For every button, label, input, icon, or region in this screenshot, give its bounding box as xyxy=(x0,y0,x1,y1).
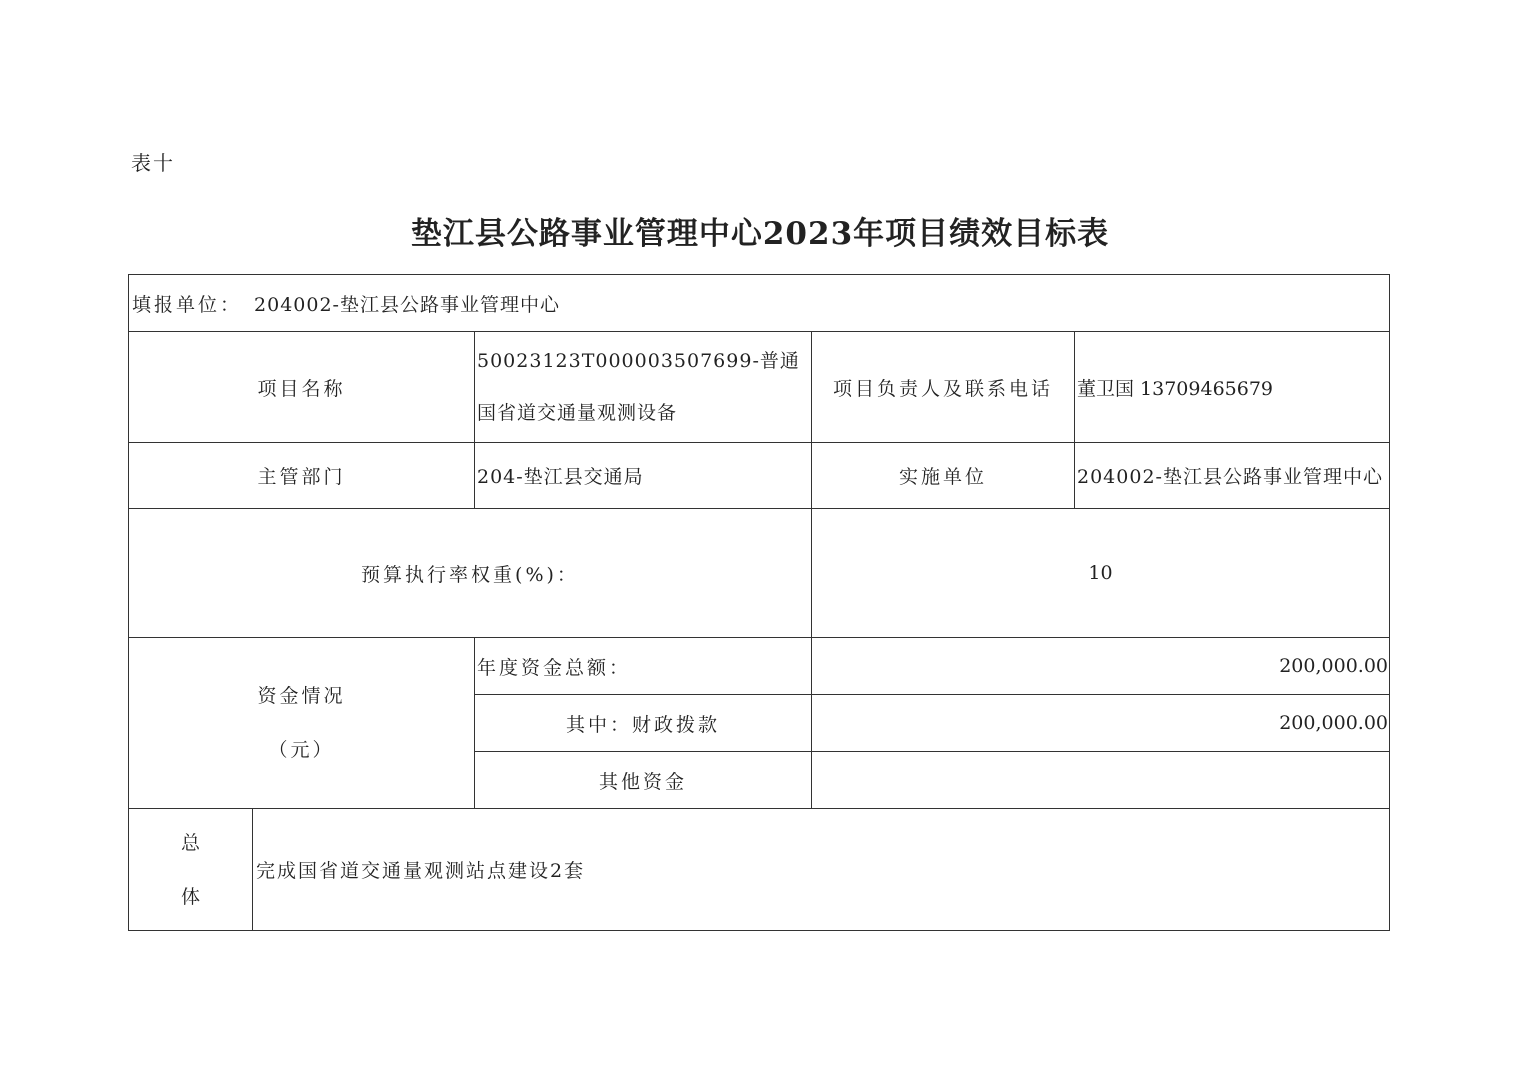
project-name-label: 项目名称 xyxy=(129,332,475,443)
other-funds-value xyxy=(812,752,1390,809)
overall-goal-row xyxy=(129,809,1390,931)
overall-goal-label-line2: 体 xyxy=(180,885,200,908)
funds-total-row xyxy=(129,638,1390,695)
budget-weight-label: 预算执行率权重(%)： xyxy=(129,509,812,638)
implementing-unit-value: 204002-垫江县公路事业管理中心 xyxy=(1075,443,1390,509)
overall-goal-label-line1: 总 xyxy=(180,831,200,854)
overall-goal-label xyxy=(129,809,253,931)
department-value: 204-垫江县交通局 xyxy=(475,443,812,509)
performance-target-table xyxy=(128,274,1390,931)
department-row xyxy=(129,443,1390,509)
funds-label-line1: 资金情况 xyxy=(257,685,346,707)
project-name-value: 50023123T000003507699-普通国省道交通量观测设备 xyxy=(475,332,812,443)
annual-total-value: 200,000.00 xyxy=(812,638,1390,695)
project-manager-label: 项目负责人及联系电话 xyxy=(812,332,1075,443)
project-manager-value: 董卫国 13709465679 xyxy=(1075,332,1390,443)
reporting-unit-cell xyxy=(129,275,1390,332)
table-number-label: 表十 xyxy=(131,151,175,175)
other-funds-label: 其他资金 xyxy=(475,752,812,809)
project-name-row xyxy=(129,332,1390,443)
annual-total-label: 年度资金总额： xyxy=(475,638,812,695)
fiscal-allocation-value: 200,000.00 xyxy=(812,695,1390,752)
funds-label xyxy=(129,638,475,809)
reporting-unit-row xyxy=(129,275,1390,332)
overall-goal-text: 完成国省道交通量观测站点建设2套 xyxy=(253,809,1390,931)
reporting-unit-label: 填报单位： xyxy=(132,293,243,316)
fiscal-allocation-label: 其中：财政拨款 xyxy=(475,695,812,752)
document-title: 垫江县公路事业管理中心2023年项目绩效目标表 xyxy=(410,216,1110,252)
implementing-unit-label: 实施单位 xyxy=(812,443,1075,509)
funds-label-line2: （元） xyxy=(268,739,335,761)
department-label: 主管部门 xyxy=(129,443,475,509)
budget-weight-row xyxy=(129,509,1390,638)
budget-weight-value: 10 xyxy=(812,509,1390,638)
reporting-unit-value: 204002-垫江县公路事业管理中心 xyxy=(254,293,560,316)
